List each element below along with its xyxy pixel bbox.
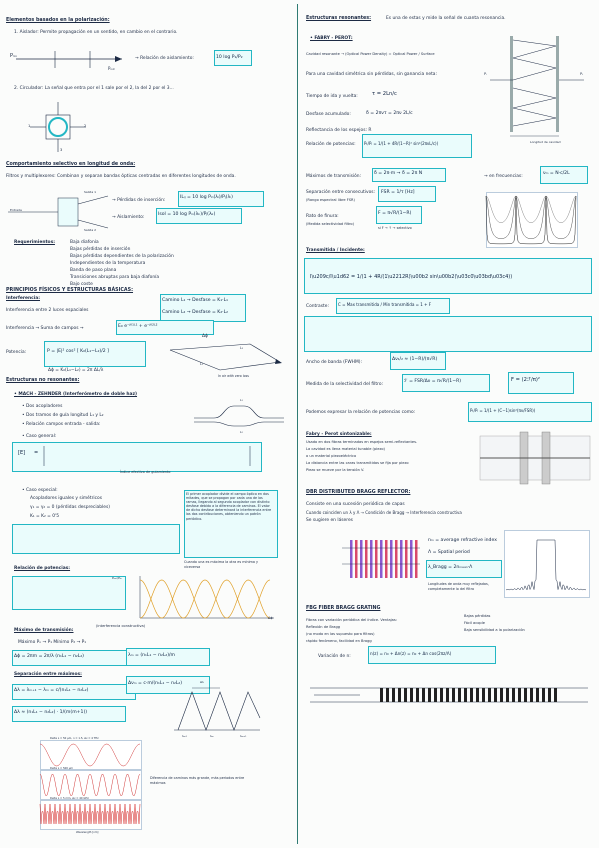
svg-text:[E]: [E] [18, 450, 26, 456]
req-item: Bajo coste [70, 282, 93, 287]
dbr-layer [415, 540, 418, 578]
mz-diagram [194, 398, 284, 428]
airy-curve [486, 196, 576, 244]
grating-period [554, 688, 557, 702]
dbr-layer [395, 540, 398, 578]
peaks-lambda-m1: λₘ₁ [182, 734, 187, 738]
fp-medida-formula: ℱ = FSR/Δν = π√R/(1−R) [404, 379, 462, 384]
dbr-layer [355, 540, 358, 578]
fp-sint-line: Piezo se mueve por la tensión V. [306, 468, 365, 472]
fp-para: Para una cavidad simétrica sin pérdidas, sin ganancia neta: [306, 72, 437, 77]
grating-period [518, 688, 521, 702]
fp-finura-sub: (Medida selectividad filtro) [306, 222, 354, 226]
grating-period [488, 688, 491, 702]
fp-contraste-formula: C = Max transmitida / Min transmitida = 1 + F [338, 302, 432, 307]
spec-xlabel: Wavelength [nm] [76, 831, 99, 834]
grating-period [536, 688, 539, 702]
filter-salida2-label: Salida 2 [84, 228, 97, 232]
fp-medida2-formula: F = (2ℱ/π)² [511, 377, 541, 383]
aislamiento-formula: 10 log P₁/P₂ [216, 55, 243, 60]
fp-maxtrans-formula: δ = 2π·m → δ = 2π N [374, 171, 423, 176]
grating-period [512, 688, 515, 702]
peaks-plot [170, 678, 260, 734]
fbg-diagram [310, 674, 588, 714]
caso-esp-item: γ₁ = γ₂ = 0 (pérdidas despreciables) [30, 505, 110, 510]
grating-period [464, 688, 467, 702]
dbr-layer [350, 540, 353, 578]
mz-item: • Dos tramos de guía longitud L₁ y L₂ [22, 413, 104, 418]
fabry-perot-title: • FABRY - PEROT: [310, 36, 353, 41]
fp-tiempo-label: Tiempo de ida y vuelta: [306, 94, 358, 99]
fbg-title: FBG FIBER BRAGG GRATING [306, 606, 381, 611]
fp-podemos-formula: Pₜ/Pᵢ = 1/(1 + (C−1)sin²(πν/FSR)) [470, 408, 536, 413]
path-L1: L₁ [200, 362, 204, 366]
spectra-curves [40, 740, 140, 830]
dnu-formula: Δνₘ = c·m/(n₁L₁ − n₂L₂) [128, 681, 183, 686]
cosine-ylabel: Pₒᵤₜ/Pᵢₙ [112, 576, 122, 580]
matrix2-box [12, 524, 180, 554]
interferencia-line: Interferencia entre 2 luces espaciales [6, 308, 89, 313]
dbr-layer [375, 540, 378, 578]
p-in-label: P₁ₙ [10, 53, 18, 59]
mz-item: • Dos acopladores [22, 404, 63, 409]
p-out-label: Pₒᵤₜ [108, 66, 115, 71]
svg-text:=: = [34, 450, 39, 456]
circ-port-1: 1 [28, 124, 31, 128]
airy-curve [486, 196, 576, 223]
fp-sint-line: o un material piezoeléctrico [306, 454, 357, 458]
fbg-var-label: Variación de n: [318, 654, 351, 659]
fbg-line: Fibras con variación periódica del índice. Ventajas: [306, 618, 397, 622]
dl2-formula: Δλ ≈ (n₁L₁ − n₂L₂) · 1/(m(m+1)) [14, 710, 88, 715]
cosine-xlabel: Δϕ [268, 616, 273, 620]
fbg-line: (no modo en las supuesto para filtros) [306, 632, 375, 636]
fp-cavidad: Cavidad resonante → (Optical Power Density) = Optical Power / Surface [306, 52, 435, 56]
grating-period [392, 688, 395, 702]
dbr-note: Longitudes de onda muy reflejadas, completamente lo del filtro [428, 582, 489, 592]
dbr-layer [385, 540, 388, 578]
separacion-title: Separación entre máximos: [14, 672, 82, 677]
filter-entrada-label: Entrada [10, 208, 22, 212]
dl-formula: Δλ = λₘ₊₁ − λₘ = c/(n₁L₁ − n₂L₂) [14, 688, 89, 693]
req-item: Bajas pérdidas de inserción [70, 247, 131, 252]
grating-period [548, 688, 551, 702]
matrix-glyph [14, 444, 258, 468]
relacion-potencias-title: Relación de potencias: [14, 566, 71, 571]
fp-reflectancia: Reflectancia de los espejos: R [306, 128, 372, 133]
fp-freqs-label: → en frecuencias: [484, 174, 523, 179]
fp-medida-label: Medida de la selectividad del filtro: [306, 382, 383, 387]
fp-contraste-label: Contraste: [306, 304, 329, 309]
caso-general-label: • Caso general: [22, 434, 57, 439]
dbr-layer [400, 540, 403, 578]
fp-finura-note: si F → ↑ → selectivo [378, 226, 412, 230]
grating-period [494, 688, 497, 702]
grating-period [524, 688, 527, 702]
dbr-layer [370, 540, 373, 578]
dbr-layer [390, 540, 393, 578]
perdidas-label: → Pérdidas de inserción: [112, 198, 166, 203]
fp-Pi: Pᵢ [484, 72, 487, 76]
dbr-line: Consiste en una sucesión periódica de capas [306, 502, 405, 507]
fp-diagram [486, 32, 586, 142]
fp-podemos-label: Podemos expresar la relación de potencias como: [306, 410, 416, 415]
fbg-line: rápido fenómeno, facilidad en Bragg [306, 639, 372, 643]
suma-formula: E₀ e⁻ʲᴷ¹ᴸ¹ + e⁻ʲᴷ²ᴸ² [118, 324, 158, 329]
grating-period [422, 688, 425, 702]
filtros-text: Filtros y multiplexores: Combinan y separan bandas ópticas centradas en diferentes longitudes de onda. [6, 174, 236, 179]
fbg-ventaja: Baja sensibilidad a la polarización [464, 628, 525, 632]
maxtrans-title: Máximo de transmisión: [14, 628, 74, 633]
fp-sint-line: Usado en dos fibras terminadas en espejos semi-reflectantes. [306, 440, 418, 444]
perdidas-formula: ILᵢⱼ = 10 log Pᵢₙ(λᵢ)/Pⱼ(λᵢ) [180, 195, 233, 200]
sine-curve [140, 580, 270, 618]
fp-sint-line: La cavidad es llena material tunable (piezo) [306, 447, 385, 451]
grating-period [500, 688, 503, 702]
caso-esp-item: Acopladores iguales y simétricos [30, 496, 102, 501]
path-air-note: In air with zero loss [218, 374, 249, 378]
fp-airy-glyph [306, 260, 588, 290]
fp-finura-formula: F = π√R/(1−R) [378, 211, 412, 216]
aislamiento-label: → Aislamiento: [112, 215, 145, 220]
spec-title-2: Delta L = 500 μm [50, 767, 73, 770]
dphi-formula: Δϕ = 2πm = 2π/λ (n₁L₁ − n₂L₂) [14, 654, 84, 659]
dbr-layers [342, 534, 422, 584]
dbr-layer [410, 540, 413, 578]
mz-spectrum-curve [40, 744, 140, 766]
grating-period [416, 688, 419, 702]
dbr-layer [380, 540, 383, 578]
fp-fsr-label: Separación entre consecutivos: [306, 190, 376, 195]
fbg-ventaja: Bajas pérdidas [464, 614, 491, 618]
section-title-resonantes: Estructuras resonantes: [306, 16, 372, 21]
dbr-layer [360, 540, 363, 578]
dbr-title: DBR DISTRIBUTED BRAGG REFLECTOR: [306, 490, 411, 495]
fp-desfase-formula: δ = 2πντ = 2πν 2L/c [366, 111, 413, 116]
spec-title-3: Delta L = 5 mm, Δν = 40 GHz [50, 797, 89, 800]
cosine-curve [140, 580, 270, 618]
grating-period [410, 688, 413, 702]
reflectivity-curve [506, 540, 586, 590]
filter-salida1-label: Salida 1 [84, 190, 97, 194]
fp-fsr-sub: (Rango espectral libre FSR) [306, 198, 355, 202]
svg-text:I\u209c/I\u1d62 = 1/(1 + 4R/(1: I\u209c/I\u1d62 = 1/(1 + 4R/(1\u2212R)\u00b2 sin\u00b2(\u03c0\u03bd\u03c4)) [310, 274, 513, 280]
fp-relpot-label: Relación de potencias: [306, 142, 356, 147]
fp-finura-label: Rato de finura: [306, 214, 339, 219]
dbr-nm: nₘ = average refractive index [428, 538, 497, 543]
fp-transmission-curves [486, 192, 576, 246]
fp-instantanea-title: Transmitida / Incidente: [306, 248, 365, 253]
aislamiento2-formula: Isol = 10 log Pᵢₙ(λₖ)/Pⱼ(λₖ) [158, 212, 216, 217]
grating-period [434, 688, 437, 702]
dbr-layer [365, 540, 368, 578]
peaks-dlambda: Δλ [200, 680, 204, 684]
cosine-plot [134, 576, 274, 622]
caso-esp-item: K₁ = K₂ = 0'5 [30, 514, 60, 519]
grating-period [380, 688, 383, 702]
interferencia-title: Interferencia: [6, 296, 40, 301]
fp-sint-line: La distancia entre las caras transmitidas se fija por piezo [306, 461, 409, 465]
path-L2: L₂ [240, 346, 244, 350]
mach-zehnder-title: • MACH - ZEHNDER (Interferómetro de doble haz) [14, 392, 138, 397]
fp-tunable-diagram [480, 428, 590, 488]
relpot-box [12, 576, 126, 610]
delta-phi-formula: Δϕ = K₀(L₁−L₂) = 2π ΔL/λ [48, 368, 104, 373]
fp-sintonizable-title: Fabry - Perot sintonizable: [306, 432, 372, 437]
potencia-label: Potencia: [6, 350, 27, 355]
potencia-formula: P = |E|² cos² [ K₀(L₁−L₂)/2 ] [47, 349, 109, 354]
dbr-period: Λ = Spatial period [428, 550, 470, 555]
dbr-reflectivity-curve [504, 530, 588, 596]
section-title-no-resonantes: Estructuras no resonantes: [6, 378, 80, 383]
matrix-note: Índice efectivo de guiamiento [120, 470, 171, 474]
grating-period [476, 688, 479, 702]
fp-freqs-formula: νₘ = N·c/2L [543, 171, 570, 176]
mz-L2: L₂ [240, 430, 243, 434]
fp-Pt: Pₜ [580, 72, 584, 76]
circ-port-2: 2 [84, 124, 87, 128]
section-title-principios: PRINCIPIOS FÍSICOS Y ESTRUCTURAS BÁSICAS: [6, 288, 134, 293]
camino2: Camino L₂ → Desfase = K₂·L₂ [162, 310, 229, 315]
req-item: Independientes de la temperatura [70, 261, 146, 266]
circ-port-3: 3 [60, 148, 63, 152]
grating-period [542, 688, 545, 702]
grating-period [452, 688, 455, 702]
req-item: Baja diafonía [70, 240, 99, 245]
max-line: Máximo Pₒ → P₁ Mínimo P₂ → P₁ [18, 640, 87, 645]
grating-period [506, 688, 509, 702]
fbg-line: Reflexión de Bragg [306, 625, 341, 629]
circulator-diagram [30, 102, 86, 152]
section-title-selectivo: Comportamiento selectivo en longitud de onda: [6, 162, 136, 167]
fbg-var-formula: n(z) = n₀ + Δn(z) = n₀ + Δn cos(2πz/Λ) [370, 651, 452, 656]
section-title-polarizacion: Elementos basados en la polarización: [6, 18, 110, 23]
fp-airy2-box [304, 316, 592, 352]
grating-period [470, 688, 473, 702]
mz-note: El primer acoplador divide el campo óptico en dos mitades, que se propagan por cada una de las ramas, llegando al segundo acoplador con distinto desfase debido a la diferencia de caminos. El valor de dicho desfase determinará la interferencia entre las dos contribuciones, obteniendo un patrón periódico. [186, 492, 272, 521]
mz-L1: L₁ [240, 398, 243, 402]
grating-period [440, 688, 443, 702]
fbg-ventaja: Fácil acople [464, 621, 485, 625]
grating-period [428, 688, 431, 702]
suma-label: Interferencia → Suma de campos → [6, 326, 84, 331]
relacion-aislamiento-label: → Relación de aislamiento: [135, 56, 194, 61]
mz-item: • Relación campos entrada - salida: [22, 422, 101, 427]
fp-length-label: Longitud de cavidad [530, 140, 561, 144]
dbr-layer [405, 540, 408, 578]
resonantes-sub: Es una de estas y mide la señal de cuanta resonancia. [386, 16, 506, 21]
grating-period [482, 688, 485, 702]
peaks-lambda-m-plus: λₘ₊₁ [240, 734, 247, 738]
fp-ancho-label: Ancho de banda (FWHM): [306, 360, 362, 365]
dbr-line: Cuando coinciden un λ y Λ → Condición de Bragg → Interferencia constructiva [306, 510, 462, 515]
delta-phi-symbol: Δϕ [202, 334, 208, 339]
grating-period [404, 688, 407, 702]
req-item: Banda de paso plana [70, 268, 117, 273]
grating-period [398, 688, 401, 702]
aislador-text: 1. Aislador: Permite propagación en un sentido, en cambio en el contrario. [14, 30, 178, 35]
fp-maxtrans-label: Máximos de transmisión: [306, 174, 362, 179]
lambda-m-formula: λₘ = (n₁L₁ − n₂L₂)/m [128, 653, 176, 658]
req-item: Transiciones abruptas para baja diafonía [70, 275, 160, 280]
spec-title-1: Delta L = 50 μm, n = 1.5, Δν = 4 THz [50, 737, 99, 740]
maxtrans-sub: (interferencia constructiva) [96, 624, 146, 628]
spectra-note: Diferencia de caminos más grande, más periodos entre máximos [150, 776, 245, 786]
grating-period [386, 688, 389, 702]
fp-ancho-formula: Δν₁/₂ ≈ (1−R)/(π√R) [392, 357, 438, 362]
fp-tiempo-formula: τ = 2Ln/c [372, 91, 397, 97]
airy-curve [486, 196, 576, 239]
req-item: Bajas pérdidas dependientes de la polarización [70, 254, 174, 259]
grating-period [458, 688, 461, 702]
column-divider [297, 4, 298, 844]
mz-spectrum-curve [40, 804, 140, 824]
fp-desfase-label: Desfase acumulado: [306, 112, 351, 117]
dbr-bragg-formula: λ_Bragg = 2nₘₑₐₙ·Λ [428, 565, 473, 570]
grating-period [530, 688, 533, 702]
caso-especial-label: • Caso especial: [22, 488, 58, 493]
dbr-line: Se sugiere en láseres [306, 518, 353, 523]
circulador-text: 2. Circulador: La señal que entra por el 1 sale por el 2, la del 2 por el 3... [14, 86, 174, 91]
camino1: Camino L₁ → Desfase = K₁·L₁ [162, 298, 229, 303]
peaks-lambda-m: λₘ [210, 734, 214, 738]
grating-period [446, 688, 449, 702]
fp-fsr-formula: FSR = 1/τ [Hz] [381, 190, 415, 195]
requerimientos-title: Requerimientos: [14, 240, 55, 245]
fp-relpot-formula: Pₜ/Pᵢ = 1/(1 + 4R/(1−R)² sin²(2πνL/c)) [364, 141, 439, 146]
cosine-note: Cuando una es máxima la otra es mínima y viceversa [184, 560, 259, 570]
mz-spectrum-curve [40, 774, 140, 796]
